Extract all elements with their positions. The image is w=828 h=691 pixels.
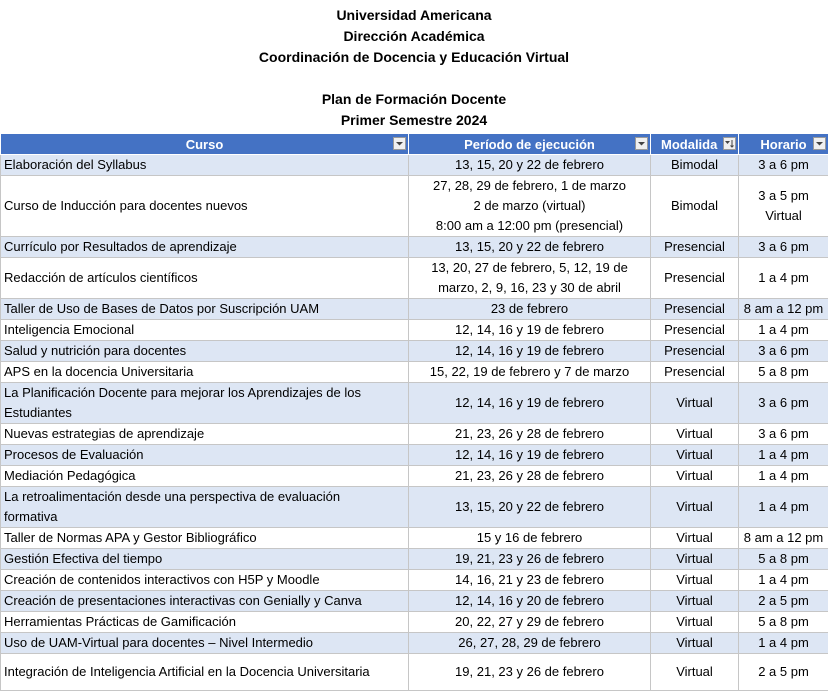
chevron-down-icon	[814, 138, 825, 149]
cell-curso: Procesos de Evaluación	[1, 445, 409, 466]
column-header-periodo	[409, 134, 651, 155]
cell-modalidad: Virtual	[651, 633, 739, 654]
cell-curso: Taller de Uso de Bases de Datos por Suscripción UAM	[1, 299, 409, 320]
chevron-down-icon	[394, 138, 405, 149]
table-row	[1, 528, 828, 549]
coordination-title: Coordinación de Docencia y Educación Virtual	[0, 47, 828, 67]
cell-horario: 1 a 4 pm	[739, 320, 828, 341]
cell-curso-line: La retroalimentación desde una perspectiva de evaluación	[4, 487, 406, 507]
table-row	[1, 466, 828, 487]
cell-periodo: 13, 15, 20 y 22 de febrero	[409, 237, 651, 258]
cell-periodo-line: marzo, 2, 9, 16, 23 y 30 de abril	[411, 278, 648, 298]
table-row	[1, 570, 828, 591]
cell-horario: 1 a 4 pm	[739, 466, 828, 487]
cell-periodo-line: 8:00 am a 12:00 pm (presencial)	[411, 216, 648, 236]
table-row	[1, 633, 828, 654]
cell-curso: Creación de presentaciones interactivas con Genially y Canva	[1, 591, 409, 612]
column-header-horario	[739, 134, 828, 155]
cell-curso: Elaboración del Syllabus	[1, 155, 409, 176]
cell-curso: APS en la docencia Universitaria	[1, 362, 409, 383]
cell-horario: 2 a 5 pm	[739, 654, 828, 691]
cell-periodo: 26, 27, 28, 29 de febrero	[409, 633, 651, 654]
university-title: Universidad Americana	[0, 5, 828, 25]
cell-modalidad: Virtual	[651, 466, 739, 487]
cell-modalidad: Virtual	[651, 612, 739, 633]
column-header-curso	[1, 134, 409, 155]
cell-horario: 5 a 8 pm	[739, 362, 828, 383]
cell-periodo: 13, 15, 20 y 22 de febrero	[409, 487, 651, 528]
cell-modalidad: Virtual	[651, 445, 739, 466]
cell-curso	[1, 487, 409, 528]
plan-table	[0, 133, 828, 691]
cell-periodo: 21, 23, 26 y 28 de febrero	[409, 424, 651, 445]
cell-curso: Integración de Inteligencia Artificial en la Docencia Universitaria	[1, 654, 409, 691]
column-header-horario-label: Horario	[760, 137, 806, 152]
cell-horario: 1 a 4 pm	[739, 487, 828, 528]
table-row	[1, 320, 828, 341]
cell-horario: 1 a 4 pm	[739, 570, 828, 591]
cell-periodo-line: 13, 20, 27 de febrero, 5, 12, 19 de	[411, 258, 648, 278]
table-row	[1, 445, 828, 466]
table-row	[1, 424, 828, 445]
cell-modalidad: Virtual	[651, 424, 739, 445]
table-row	[1, 341, 828, 362]
cell-periodo: 12, 14, 16 y 20 de febrero	[409, 591, 651, 612]
table-row	[1, 299, 828, 320]
column-header-modalidad-label: Modalida	[661, 137, 717, 152]
cell-curso: Redacción de artículos científicos	[1, 258, 409, 299]
cell-curso: Taller de Normas APA y Gestor Bibliográfico	[1, 528, 409, 549]
cell-periodo: 14, 16, 21 y 23 de febrero	[409, 570, 651, 591]
cell-periodo: 13, 15, 20 y 22 de febrero	[409, 155, 651, 176]
cell-modalidad: Virtual	[651, 528, 739, 549]
cell-modalidad: Virtual	[651, 383, 739, 424]
cell-curso: Herramientas Prácticas de Gamificación	[1, 612, 409, 633]
cell-horario: 3 a 6 pm	[739, 341, 828, 362]
cell-modalidad: Presencial	[651, 299, 739, 320]
table-row	[1, 654, 828, 691]
cell-curso-line: formativa	[4, 507, 406, 527]
sort-filter-modalidad[interactable]	[723, 137, 736, 150]
table-row	[1, 612, 828, 633]
cell-curso: Gestión Efectiva del tiempo	[1, 549, 409, 570]
cell-horario	[739, 176, 828, 237]
document-header	[0, 0, 828, 132]
cell-horario: 3 a 6 pm	[739, 424, 828, 445]
cell-modalidad: Virtual	[651, 549, 739, 570]
cell-modalidad: Virtual	[651, 487, 739, 528]
table-row	[1, 176, 828, 237]
chevron-down-icon	[636, 138, 647, 149]
cell-curso-line: La Planificación Docente para mejorar los Aprendizajes de los	[4, 383, 406, 403]
cell-horario: 5 a 8 pm	[739, 612, 828, 633]
cell-periodo-line: 2 de marzo (virtual)	[411, 196, 648, 216]
cell-horario: 3 a 6 pm	[739, 237, 828, 258]
cell-modalidad: Bimodal	[651, 176, 739, 237]
column-header-curso-label: Curso	[186, 137, 224, 152]
cell-curso: Curso de Inducción para docentes nuevos	[1, 176, 409, 237]
cell-horario-line: 3 a 5 pm	[741, 186, 826, 206]
cell-modalidad: Presencial	[651, 341, 739, 362]
cell-modalidad: Virtual	[651, 591, 739, 612]
cell-periodo	[409, 176, 651, 237]
cell-modalidad: Presencial	[651, 258, 739, 299]
table-row	[1, 362, 828, 383]
cell-curso: Salud y nutrición para docentes	[1, 341, 409, 362]
cell-curso: Mediación Pedagógica	[1, 466, 409, 487]
cell-periodo: 12, 14, 16 y 19 de febrero	[409, 383, 651, 424]
cell-horario: 3 a 6 pm	[739, 155, 828, 176]
cell-horario: 8 am a 12 pm	[739, 299, 828, 320]
cell-modalidad: Presencial	[651, 362, 739, 383]
cell-periodo: 23 de febrero	[409, 299, 651, 320]
cell-periodo: 21, 23, 26 y 28 de febrero	[409, 466, 651, 487]
cell-modalidad: Bimodal	[651, 155, 739, 176]
cell-horario: 8 am a 12 pm	[739, 528, 828, 549]
cell-horario: 2 a 5 pm	[739, 591, 828, 612]
semester-title: Primer Semestre 2024	[0, 110, 828, 130]
cell-curso: Uso de UAM-Virtual para docentes – Nivel Intermedio	[1, 633, 409, 654]
table-row	[1, 487, 828, 528]
column-header-modalidad	[651, 134, 739, 155]
filter-dropdown-periodo[interactable]	[635, 137, 648, 150]
cell-periodo: 15 y 16 de febrero	[409, 528, 651, 549]
cell-curso	[1, 383, 409, 424]
cell-horario: 3 a 6 pm	[739, 383, 828, 424]
column-header-periodo-label: Período de ejecución	[464, 137, 595, 152]
cell-modalidad: Presencial	[651, 237, 739, 258]
cell-curso: Inteligencia Emocional	[1, 320, 409, 341]
cell-periodo	[409, 258, 651, 299]
cell-periodo: 20, 22, 27 y 29 de febrero	[409, 612, 651, 633]
cell-horario: 5 a 8 pm	[739, 549, 828, 570]
table-row	[1, 258, 828, 299]
cell-curso: Currículo por Resultados de aprendizaje	[1, 237, 409, 258]
cell-modalidad: Virtual	[651, 654, 739, 691]
plan-title: Plan de Formación Docente	[0, 89, 828, 109]
cell-horario: 1 a 4 pm	[739, 445, 828, 466]
cell-horario: 1 a 4 pm	[739, 633, 828, 654]
filter-dropdown-curso[interactable]	[393, 137, 406, 150]
cell-curso: Creación de contenidos interactivos con H5P y Moodle	[1, 570, 409, 591]
cell-periodo: 19, 21, 23 y 26 de febrero	[409, 654, 651, 691]
direction-title: Dirección Académica	[0, 26, 828, 46]
sort-filter-icon	[724, 138, 735, 149]
cell-curso-line: Estudiantes	[4, 403, 406, 423]
cell-periodo: 15, 22, 19 de febrero y 7 de marzo	[409, 362, 651, 383]
cell-horario: 1 a 4 pm	[739, 258, 828, 299]
table-row	[1, 383, 828, 424]
cell-modalidad: Virtual	[651, 570, 739, 591]
cell-periodo: 19, 21, 23 y 26 de febrero	[409, 549, 651, 570]
cell-periodo: 12, 14, 16 y 19 de febrero	[409, 445, 651, 466]
cell-periodo: 12, 14, 16 y 19 de febrero	[409, 341, 651, 362]
filter-dropdown-horario[interactable]	[813, 137, 826, 150]
cell-modalidad: Presencial	[651, 320, 739, 341]
cell-curso: Nuevas estrategias de aprendizaje	[1, 424, 409, 445]
table-row	[1, 591, 828, 612]
cell-periodo: 12, 14, 16 y 19 de febrero	[409, 320, 651, 341]
table-row	[1, 237, 828, 258]
table-header-row	[1, 134, 828, 155]
cell-horario-line: Virtual	[741, 206, 826, 226]
table-row	[1, 549, 828, 570]
table-row	[1, 155, 828, 176]
cell-periodo-line: 27, 28, 29 de febrero, 1 de marzo	[411, 176, 648, 196]
